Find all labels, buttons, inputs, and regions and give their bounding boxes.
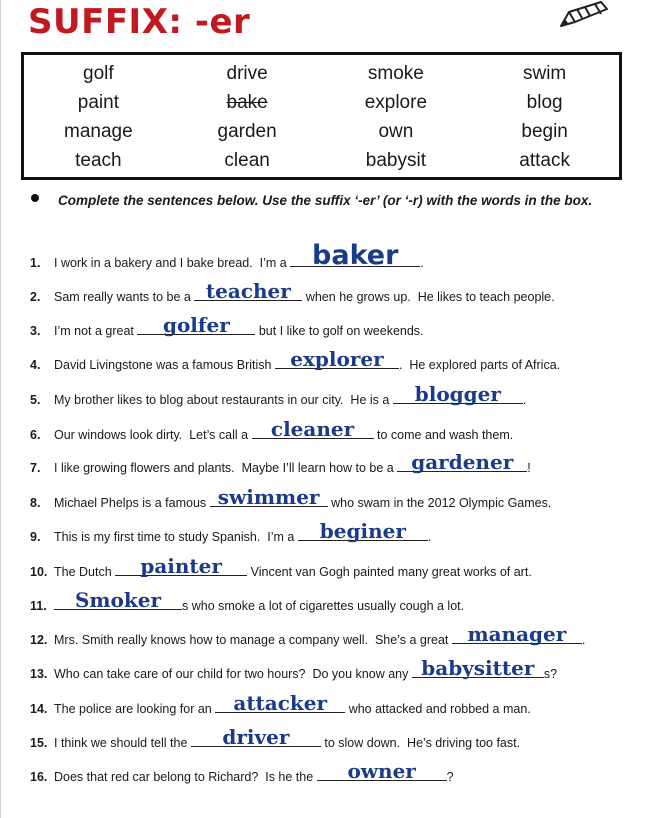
answer-blank[interactable] — [194, 279, 302, 303]
sentence-text-after: . — [427, 530, 432, 544]
answer-blank[interactable] — [191, 725, 321, 749]
answer-blank[interactable] — [252, 417, 374, 441]
word-box-word: attack — [519, 150, 570, 171]
sentence-item — [30, 691, 640, 720]
handwritten-answer: Smoker — [74, 588, 162, 612]
answer-blank[interactable] — [210, 485, 328, 509]
sentence-item — [30, 450, 640, 479]
pencil-icon — [555, 0, 609, 30]
answer-blank[interactable] — [137, 313, 255, 337]
sentence-text-after: ! — [527, 461, 531, 475]
sentence-text-before: The police are looking for an — [54, 702, 216, 716]
handwritten-answer: swimmer — [217, 485, 320, 509]
handwritten-answer: explorer — [290, 347, 384, 371]
answer-blank[interactable] — [397, 450, 527, 474]
answer-blank[interactable] — [215, 691, 345, 715]
handwritten-answer: golfer — [162, 313, 230, 337]
word-box — [21, 52, 622, 180]
word-box-word: explore — [364, 92, 428, 113]
sentence-number: 1. — [30, 256, 41, 270]
handwritten-answer: attacker — [233, 691, 328, 715]
sentence-item — [30, 313, 640, 342]
sentence-number: 13. — [30, 667, 48, 681]
handwritten-answer: gardener — [411, 450, 514, 474]
word-box-word: swim — [522, 63, 567, 84]
answer-blank[interactable] — [275, 347, 399, 371]
sentence-number: 5. — [30, 393, 41, 407]
sentence-text-after: . — [581, 633, 586, 647]
sentence-text-after: . He explored parts of Africa. — [398, 358, 561, 372]
word-box-word: bake — [226, 92, 268, 113]
sentence-text-before: Michael Phelps is a famous — [54, 496, 210, 510]
sentence-item — [30, 417, 640, 446]
handwritten-answer: driver — [222, 725, 290, 749]
sentence-text-after: but I like to golf on weekends. — [255, 324, 424, 338]
sentence-number: 8. — [30, 496, 41, 510]
sentence-number: 10. — [30, 565, 48, 579]
handwritten-answer: babysitter — [421, 656, 535, 680]
page-title: SUFFIX: -er — [28, 2, 251, 42]
sentence-item — [30, 485, 640, 514]
handwritten-answer: baker — [312, 240, 399, 271]
answer-blank[interactable] — [290, 240, 420, 271]
word-box-word: teach — [75, 150, 122, 171]
sentence-item — [30, 347, 640, 376]
sentence-item — [30, 588, 640, 617]
sentence-number: 2. — [30, 290, 41, 304]
answer-blank[interactable] — [115, 554, 247, 578]
sentence-text-before: I’m not a great — [54, 324, 138, 338]
sentence-number: 12. — [30, 633, 48, 647]
word-box-word: begin — [521, 121, 568, 142]
handwritten-answer: painter — [140, 554, 222, 578]
handwritten-answer: cleaner — [270, 417, 355, 441]
sentence-text-before: The Dutch — [54, 565, 116, 579]
sentence-number: 9. — [30, 530, 41, 544]
word-box-word: paint — [77, 92, 119, 113]
word-box-word: blog — [526, 92, 563, 113]
sentence-text-before: I like growing flowers and plants. Maybe I’ll learn how to be a — [54, 461, 398, 475]
sentence-number: 6. — [30, 428, 41, 442]
sentence-text-after: who swam in the 2012 Olympic Games. — [327, 496, 552, 510]
sentence-text-after: ? — [446, 770, 454, 784]
handwritten-answer: beginer — [319, 519, 406, 543]
sentence-text-after: s who smoke a lot of cigarettes usually cough a lot. — [182, 599, 465, 613]
word-box-word: garden — [217, 121, 277, 142]
sentence-text-after: s? — [543, 667, 558, 681]
sentence-item — [30, 622, 640, 651]
handwritten-answer: teacher — [205, 279, 291, 303]
word-box-word: clean — [224, 150, 270, 171]
sentence-text-after: Vincent van Gogh painted many great works of art. — [247, 565, 532, 579]
answer-blank[interactable] — [54, 588, 182, 612]
sentence-item — [30, 759, 640, 788]
handwritten-answer: blogger — [414, 382, 501, 406]
sentence-text-before: Sam really wants to be a — [54, 290, 195, 304]
answer-blank[interactable] — [412, 656, 544, 680]
handwritten-answer: owner — [347, 759, 416, 783]
sentence-number: 16. — [30, 770, 48, 784]
sentence-text-before: Mrs. Smith really knows how to manage a company well. She’s a great — [54, 633, 452, 647]
sentence-item — [30, 382, 640, 411]
word-box-word: own — [378, 121, 414, 142]
sentence-number: 3. — [30, 324, 41, 338]
word-box-word: manage — [64, 121, 133, 142]
sentence-item — [30, 554, 640, 583]
sentence-text-before: Who can take care of our child for two hours? Do you know any — [54, 667, 412, 681]
answer-blank[interactable] — [298, 519, 428, 543]
sentence-text-before: I think we should tell the — [54, 736, 191, 750]
sentence-text-after: . — [522, 393, 527, 407]
sentence-number: 15. — [30, 736, 48, 750]
sentence-text-before: My brother likes to blog about restaurants in our city. He is a — [54, 393, 393, 407]
handwritten-answer: manager — [467, 622, 567, 646]
word-box-word: babysit — [365, 150, 426, 171]
bullet-icon — [31, 194, 39, 202]
sentence-text-before: Does that red car belong to Richard? Is he the — [54, 770, 317, 784]
answer-blank[interactable] — [317, 759, 447, 783]
word-box-word: smoke — [367, 63, 424, 84]
word-box-word: golf — [83, 63, 114, 84]
sentence-number: 11. — [30, 599, 47, 613]
sentence-item — [30, 725, 640, 754]
sentence-text-before: David Livingstone was a famous British — [54, 358, 275, 372]
sentence-text-before: This is my first time to study Spanish. I’m a — [54, 530, 298, 544]
sentence-number: 7. — [30, 461, 41, 475]
sentence-text-after: . — [420, 256, 424, 270]
sentence-text-after: to slow down. He’s driving too fast. — [320, 736, 521, 750]
sentence-number: 14. — [30, 702, 48, 716]
sentence-text-before: I work in a bakery and I bake bread. I’m a — [54, 256, 291, 270]
sentence-text-after: when he grows up. He likes to teach people. — [302, 290, 555, 304]
answer-blank[interactable] — [452, 622, 582, 646]
answer-blank[interactable] — [393, 382, 523, 406]
page-edge — [0, 0, 1, 818]
instructions: Complete the sentences below. Use the suffix ‘-er’ (or ‘-r) with the words in the box. — [58, 193, 593, 208]
sentence-number: 4. — [30, 358, 41, 372]
sentence-text-before: Our windows look dirty. Let’s call a — [54, 428, 252, 442]
sentence-item — [30, 240, 640, 274]
sentence-item — [30, 279, 640, 308]
sentence-item — [30, 519, 640, 548]
word-box-word: drive — [226, 63, 268, 84]
sentence-text-after: who attacked and robbed a man. — [345, 702, 531, 716]
sentence-text-after: to come and wash them. — [373, 428, 514, 442]
sentence-item — [30, 656, 640, 685]
